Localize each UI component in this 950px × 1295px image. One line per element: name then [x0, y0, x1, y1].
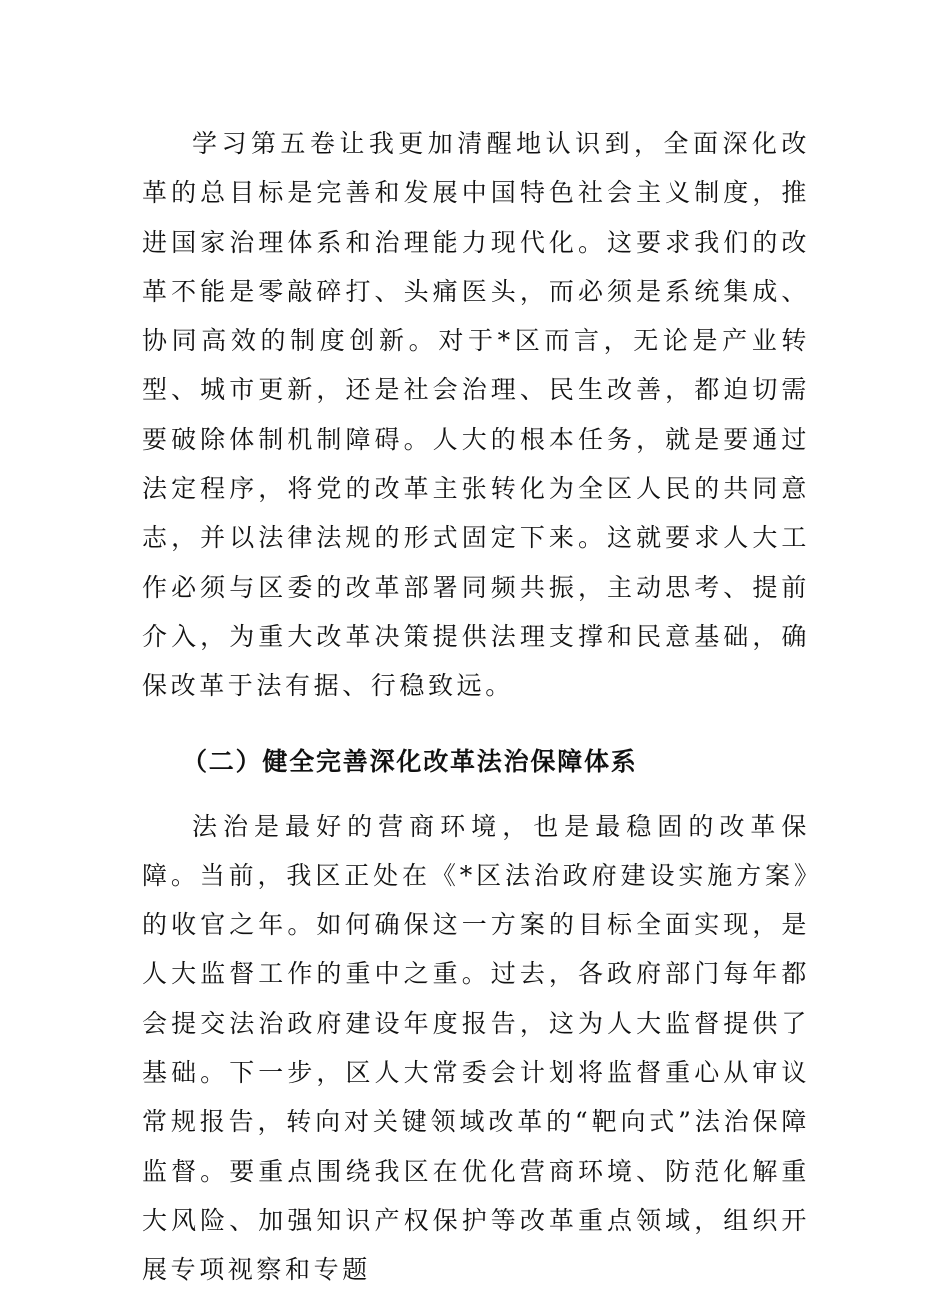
section-heading: （二）健全完善深化改革法治保障体系 — [182, 746, 638, 776]
body-paragraph-2: 法治是最好的营商环境，也是最稳固的改革保障。当前，我区正处在《*区法治政府建设实施方案》的收官之年。如何确保这一方案的目标全面实现，是人大监督工作的重中之重。过去，各政府部门每年都会提交法治政府建设年度报告，这为人大监督提供了基础。下一步，区人大常委会计划将监督重心从审议常规报告，转向对关键领域改革的“靶向式”法治保障监督。要重点围绕我区在优化营商环境、防范化解重大风险、加强知识产权保护等改革重点领域，组织开展专项视察和专题 — [142, 811, 810, 1285]
document-body — [142, 119, 810, 1295]
body-paragraph-1: 学习第五卷让我更加清醒地认识到，全面深化改革的总目标是完善和发展中国特色社会主义制度，推进国家治理体系和治理能力现代化。这要求我们的改革不能是零敲碎打、头痛医头，而必须是系统集成、协同高效的制度创新。对于*区而言，无论是产业转型、城市更新，还是社会治理、民生改善，都迫切需要破除体制机制障碍。人大的根本任务，就是要通过法定程序，将党的改革主张转化为全区人民的共同意志，并以法律法规的形式固定下来。这就要求人大工作必须与区委的改革部署同频共振，主动思考、提前介入，为重大改革决策提供法理支撑和民意基础，确保改革于法有据、行稳致远。 — [142, 129, 810, 701]
